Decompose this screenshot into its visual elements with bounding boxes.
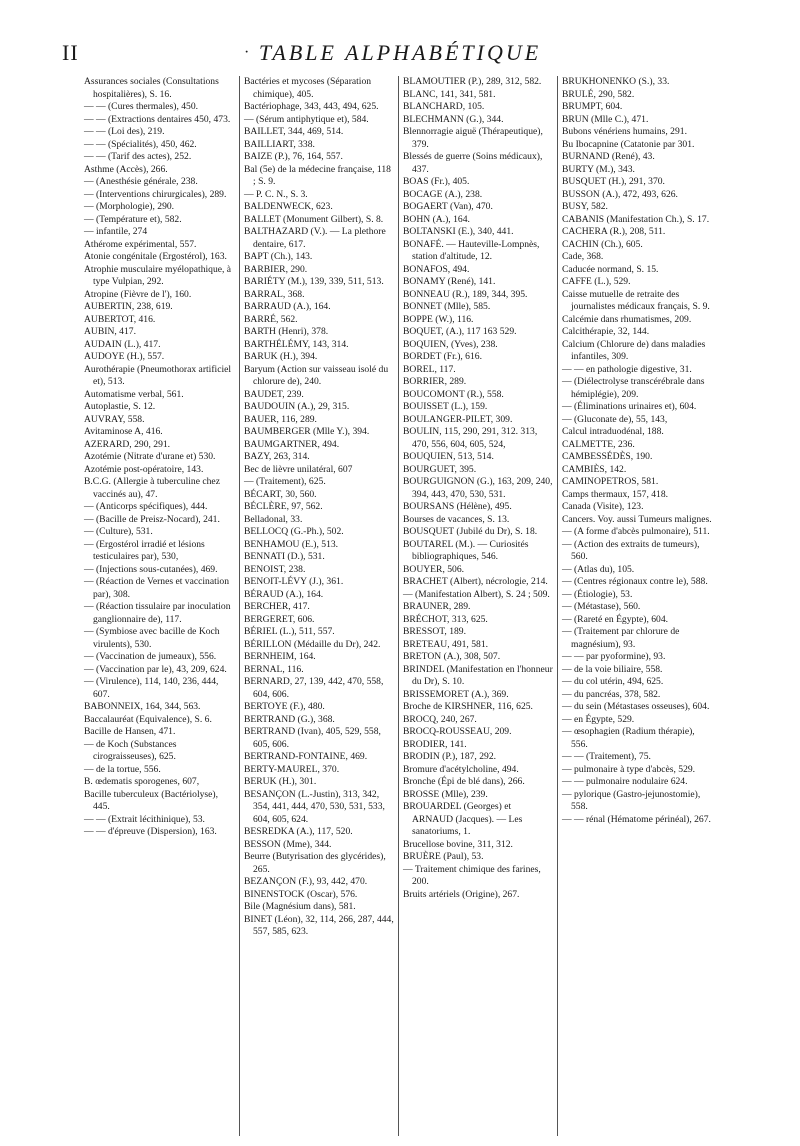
- index-entry: BENOIT-LÉVY (J.), 361.: [244, 576, 344, 587]
- index-entry: Aurothérapie (Pneumothorax artificiel et), 513.: [84, 363, 234, 387]
- index-entry: BLAMOUTIER (P.), 289, 312, 582.: [403, 76, 542, 87]
- index-entry: BÉRIEL (L.), 511, 557.: [244, 626, 335, 637]
- index-entry: BAILLIART, 338.: [244, 138, 315, 150]
- index-entry: BRISSEMORET (A.), 369.: [403, 688, 509, 700]
- index-entry: — (Action des extraits de tumeurs), 560.: [562, 538, 702, 562]
- page-title: TABLE ALPHABÉTIQUE: [258, 40, 542, 65]
- index-entry: — (Culture), 531.: [84, 526, 153, 537]
- index-entry: Bec de lièvre unilatéral, 607: [244, 463, 353, 475]
- index-entry: — — en pathologie digestive, 31.: [562, 363, 692, 375]
- index-entry: CACHERA (R.), 208, 511.: [562, 226, 666, 237]
- index-entry: — (A forme d'abcès pulmonaire), 511.: [562, 526, 710, 537]
- index-entry: — — (Traitement), 75.: [562, 751, 651, 762]
- index-entry: BONAMY (René), 141.: [403, 276, 496, 287]
- index-entry: BAUER, 116, 289.: [244, 413, 317, 425]
- index-entry: BRETEAU, 491, 581.: [403, 638, 489, 650]
- index-entry: BARTH (Henri), 378.: [244, 326, 329, 337]
- index-entry: BARIÉTY (M.), 139, 339, 511, 513.: [244, 276, 384, 287]
- index-entry: BOUQUIEN, 513, 514.: [403, 451, 494, 462]
- index-entry: BENHAMOU (E.), 513.: [244, 538, 339, 550]
- index-entry: BARUK (H.), 394.: [244, 351, 318, 362]
- index-entry: BUSSON (A.), 472, 493, 626.: [562, 188, 678, 200]
- index-entry: BURTY (M.), 343.: [562, 163, 635, 175]
- index-entry: BUSY, 582.: [562, 201, 608, 212]
- index-entry: BINENSTOCK (Oscar), 576.: [244, 888, 358, 900]
- index-entry: BOCAGE (A.), 238.: [403, 188, 483, 200]
- index-entry: BAZY, 263, 314.: [244, 451, 310, 462]
- index-entry: Assurances sociales (Consultations hospitalières), S. 16.: [84, 76, 222, 100]
- index-entry: Bourses de vacances, S. 13.: [403, 513, 510, 525]
- index-columns: [80, 76, 716, 1136]
- index-entry: Bal (5e) de la médecine française, 118 ; S. 9.: [244, 163, 394, 187]
- index-entry: — — (Tarif des actes), 252.: [84, 151, 192, 162]
- index-entry: BARTHÉLÉMY, 143, 314.: [244, 338, 349, 350]
- index-entry: AUBERTOT, 416.: [84, 313, 156, 325]
- index-entry: Bactéries et mycoses (Séparation chimique), 405.: [244, 76, 374, 100]
- index-entry: Caisse mutuelle de retraite des journalistes médicaux français, S. 9.: [562, 288, 710, 312]
- index-entry: BERCHER, 417.: [244, 601, 310, 612]
- index-entry: — — (Extractions dentaires 450, 473.: [84, 113, 231, 125]
- index-entry: — (Diélectrolyse transcérébrale dans hémiplégie), 209.: [562, 376, 707, 400]
- index-entry: Beurre (Butyrisation des glycérides), 265.: [244, 851, 389, 875]
- index-entry: AUDAIN (L.), 417.: [84, 338, 161, 350]
- index-entry: BOGAERT (Van), 470.: [403, 201, 493, 212]
- index-entry: BOUTAREL (M.). — Curiosités bibliographiques, 546.: [403, 538, 531, 562]
- index-entry: Broche de KIRSHNER, 116, 625.: [403, 701, 533, 712]
- index-entry: — (Anesthésie générale, 238.: [84, 176, 198, 187]
- index-entry: — (Traitement par chlorure de magnésium), 93.: [562, 626, 682, 650]
- index-entry: BOQUET, (A.), 117 163 529.: [403, 326, 517, 337]
- index-entry: BARRAL, 368.: [244, 288, 305, 300]
- index-entry: — — d'épreuve (Dispersion), 163.: [84, 826, 217, 837]
- index-entry: CACHIN (Ch.), 605.: [562, 238, 643, 250]
- index-entry: BERGERET, 606.: [244, 613, 315, 625]
- index-entry: Blennorragie aiguë (Thérapeutique), 379.: [403, 126, 546, 150]
- index-entry: BOURSANS (Hélène), 495.: [403, 501, 512, 512]
- index-entry: — Traitement chimique des farines, 200.: [403, 863, 544, 887]
- index-entry: BÉRAUD (A.), 164.: [244, 588, 324, 600]
- index-entry: — (Bacille de Preisz-Nocard), 241.: [84, 513, 220, 525]
- index-entry: BARBIER, 290.: [244, 263, 308, 275]
- index-entry: BRODIER, 141.: [403, 738, 467, 750]
- index-entry: BAUDET, 239.: [244, 388, 304, 400]
- index-entry: BOULANGER-PILET, 309.: [403, 413, 513, 425]
- index-entry: BOHN (A.), 164.: [403, 213, 470, 225]
- index-entry: BOULIN, 115, 290, 291, 312. 313, 470, 556, 604, 605, 524,: [403, 426, 540, 450]
- index-entry: BÉCLÈRE, 97, 562.: [244, 501, 323, 512]
- index-entry: Bromure d'acétylcholine, 494.: [403, 763, 519, 775]
- index-entry: — infantile, 274: [84, 226, 148, 237]
- index-entry: Bruits artériels (Origine), 267.: [403, 888, 520, 900]
- index-entry: — de la voie biliaire, 558.: [562, 663, 663, 675]
- index-entry: CAMBIÈS, 142.: [562, 463, 627, 475]
- index-entry: BAIZE (P.), 76, 164, 557.: [244, 151, 343, 162]
- index-entry: Atrophie musculaire myélopathique, à type Vulpian, 292.: [84, 263, 234, 287]
- index-entry: Blessés de guerre (Soins médicaux), 437.: [403, 151, 545, 175]
- index-entry: — du pancréas, 378, 582.: [562, 688, 661, 700]
- index-entry: BEZANÇON (F.), 93, 442, 470.: [244, 876, 368, 887]
- index-entry: BRUKHONENKO (S.), 33.: [562, 76, 670, 87]
- index-entry: BERTRAND (Ivan), 405, 529, 558, 605, 606.: [244, 726, 384, 750]
- index-entry: BRODIN (P.), 187, 292.: [403, 751, 497, 762]
- index-entry: BAILLET, 344, 469, 514.: [244, 126, 344, 137]
- index-entry: BESREDKA (A.), 117, 520.: [244, 826, 353, 837]
- index-entry: AUDOYE (H.), 557.: [84, 351, 165, 362]
- index-entry: AUBERTIN, 238, 619.: [84, 301, 173, 312]
- index-entry: BRÉCHOT, 313, 625.: [403, 613, 488, 625]
- index-entry: BRACHET (Albert), nécrologie, 214.: [403, 576, 548, 587]
- index-entry: — (Température et), 582.: [84, 213, 182, 225]
- index-entry: Autoplastie, S. 12.: [84, 401, 156, 412]
- index-entry: BOUCOMONT (R.), 558.: [403, 388, 504, 400]
- index-entry: Atonie congénitale (Ergostérol), 163.: [84, 251, 227, 262]
- index-entry: BLANC, 141, 341, 581.: [403, 88, 496, 100]
- index-entry: — — rénal (Hématome périnéal), 267.: [562, 813, 711, 825]
- index-entry: Cancers. Voy. aussi Tumeurs malignes.: [562, 513, 712, 525]
- index-entry: BORRIER, 289.: [403, 376, 467, 387]
- index-entry: BAPT (Ch.), 143.: [244, 251, 313, 262]
- index-entry: — pylorique (Gastro-jejunostomie), 558.: [562, 788, 703, 812]
- index-entry: BURNAND (René), 43.: [562, 151, 655, 162]
- index-entry: Bubons vénériens humains, 291.: [562, 126, 687, 137]
- index-entry: — (Virulence), 114, 140, 236, 444, 607.: [84, 676, 221, 700]
- index-entry: BONAFÉ. — Hauteville-Lompnès, station d'altitude, 12.: [403, 238, 542, 262]
- index-entry: BENOIST, 238.: [244, 563, 306, 575]
- index-entry: — (Vaccination de jumeaux), 556.: [84, 651, 217, 662]
- index-entry: BRESSOT, 189.: [403, 626, 466, 637]
- index-column-4: [557, 76, 716, 1136]
- index-entry: Belladonal, 33.: [244, 513, 303, 525]
- index-entry: — (Sérum antiphytique et), 584.: [244, 113, 369, 125]
- index-entry: — (Réaction tissulaire par inoculation ganglionnaire de), 117.: [84, 601, 233, 625]
- index-entry: BRUN (Mlle C.), 471.: [562, 113, 649, 125]
- index-entry: — (Injections sous-cutanées), 469.: [84, 563, 218, 575]
- index-entry: BOLTANSKI (E.), 340, 441.: [403, 226, 514, 237]
- index-entry: BERNARD, 27, 139, 442, 470, 558, 604, 606.: [244, 676, 386, 700]
- index-entry: — (Manifestation Albert), S. 24 ; 509.: [403, 588, 550, 600]
- index-entry: — œsophagien (Radium thérapie), 556.: [562, 726, 698, 750]
- index-entry: Avitaminose A, 416.: [84, 426, 163, 437]
- index-entry: Azotémie post-opératoire, 143.: [84, 463, 204, 475]
- index-entry: CABANIS (Manifestation Ch.), S. 17.: [562, 213, 710, 225]
- index-entry: — (Rareté en Égypte), 604.: [562, 613, 669, 625]
- index-entry: — (Centres régionaux contre le), 588.: [562, 576, 708, 587]
- index-entry: BARRAUD (A.), 164.: [244, 301, 331, 312]
- index-entry: — (Réaction de Vernes et vaccination par), 308.: [84, 576, 232, 600]
- page-title-dot: ·: [244, 44, 250, 61]
- index-entry: BABONNEIX, 164, 344, 563.: [84, 701, 201, 712]
- index-entry: BROUARDEL (Georges) et ARNAUD (Jacques). — Les sanatoriums, 1.: [403, 801, 525, 837]
- index-entry: Cade, 368.: [562, 251, 604, 262]
- index-entry: CALMETTE, 236.: [562, 438, 635, 450]
- index-entry: Bile (Magnésium dans), 581.: [244, 901, 356, 912]
- index-entry: — pulmonaire à type d'abcès, 529.: [562, 763, 696, 775]
- index-entry: BELLOCQ (G.-Ph.), 502.: [244, 526, 344, 537]
- index-entry: — (Anticorps spécifiques), 444.: [84, 501, 208, 512]
- index-entry: Bu Ibocapnine (Catatonie par 301.: [562, 138, 695, 150]
- index-column-2: [239, 76, 398, 1136]
- index-entry: Athérome expérimental, 557.: [84, 238, 197, 250]
- index-entry: BOUSQUET (Jubilé du Dr), S. 18.: [403, 526, 538, 537]
- index-entry: — — pulmonaire nodulaire 624.: [562, 776, 688, 787]
- index-entry: — (Étiologie), 53.: [562, 588, 633, 600]
- index-entry: — du col utérin, 494, 625.: [562, 676, 664, 687]
- index-entry: Bronche (Épi de blé dans), 266.: [403, 776, 525, 787]
- index-entry: — (Vaccination par le), 43, 209, 624.: [84, 663, 227, 675]
- index-entry: BESANÇON (L.-Justin), 313, 342, 354, 441, 444, 470, 530, 531, 533, 604, 605, 624.: [244, 788, 388, 825]
- index-entry: BINET (Léon), 32, 114, 266, 287, 444, 557, 585, 623.: [244, 913, 397, 937]
- index-entry: — (Interventions chirurgicales), 289.: [84, 188, 227, 200]
- index-entry: BONAFOS, 494.: [403, 263, 470, 275]
- index-entry: BENNATI (D.), 531.: [244, 551, 325, 562]
- index-entry: AZERARD, 290, 291.: [84, 438, 171, 450]
- index-entry: — (Ergostérol irradié et lésions testiculaires par), 530,: [84, 538, 208, 562]
- index-entry: Azotémie (Nitrate d'urane et) 530.: [84, 451, 216, 462]
- index-entry: — — (Cures thermales), 450.: [84, 101, 199, 112]
- index-entry: BLANCHARD, 105.: [403, 101, 485, 112]
- index-entry: — (Métastase), 560.: [562, 601, 641, 612]
- index-entry: BERTRAND (G.), 368.: [244, 713, 335, 725]
- index-entry: BRUÈRE (Paul), 53.: [403, 851, 484, 862]
- index-entry: Calcul intraduodénal, 188.: [562, 426, 664, 437]
- index-entry: BOUYER, 506.: [403, 563, 465, 575]
- index-entry: BONNET (Mlle), 585.: [403, 301, 491, 312]
- index-entry: BÉCART, 30, 560.: [244, 488, 317, 500]
- index-entry: BÉRILLON (Médaille du Dr), 242.: [244, 638, 381, 650]
- index-entry: BOURGUIGNON (G.), 163, 209, 240, 394, 443, 470, 530, 531.: [403, 476, 555, 500]
- index-entry: — — (Extrait lécithinique), 53.: [84, 813, 205, 825]
- index-entry: BAUMBERGER (Mlle Y.), 394.: [244, 426, 370, 437]
- index-entry: CAMBESSÉDÈS, 190.: [562, 451, 653, 462]
- index-column-1: [80, 76, 239, 1136]
- index-entry: Canada (Visite), 123.: [562, 501, 644, 512]
- index-entry: Calcémie dans rhumatismes, 209.: [562, 313, 692, 325]
- index-entry: BOPPE (W.), 116.: [403, 313, 474, 325]
- index-entry: BESSON (Mme), 344.: [244, 838, 332, 850]
- index-entry: BRULÉ, 290, 582.: [562, 88, 635, 100]
- index-entry: BERUK (H.), 301.: [244, 776, 317, 787]
- index-entry: BLECHMANN (G.), 344.: [403, 113, 504, 125]
- index-entry: BORDET (Fr.), 616.: [403, 351, 482, 362]
- index-entry: BERNHEIM, 164.: [244, 651, 316, 662]
- index-entry: BERTY-MAUREL, 370.: [244, 763, 340, 775]
- index-entry: Baryum (Action sur vaisseau isolé du chlorure de), 240.: [244, 363, 391, 387]
- index-entry: — de la tortue, 556.: [84, 763, 161, 775]
- index-entry: BRUMPT, 604.: [562, 101, 623, 112]
- index-entry: B.C.G. (Allergie à tuberculine chez vaccinés au), 47.: [84, 476, 223, 500]
- index-entry: — (Éliminations urinaires et), 604.: [562, 401, 697, 412]
- index-entry: — en Égypte, 529.: [562, 713, 635, 725]
- index-entry: BOAS (Fr.), 405.: [403, 176, 470, 187]
- index-entry: Caducée normand, S. 15.: [562, 263, 659, 275]
- index-entry: BRETON (A.), 308, 507.: [403, 651, 501, 662]
- index-entry: Camps thermaux, 157, 418.: [562, 488, 669, 500]
- index-entry: BOQUIEN, (Yves), 238.: [403, 338, 498, 350]
- index-entry: BARRÉ, 562.: [244, 313, 298, 325]
- index-entry: AUVRAY, 558.: [84, 413, 145, 425]
- index-entry: Automatisme verbal, 561.: [84, 388, 184, 400]
- index-entry: — du sein (Métastases osseuses), 604.: [562, 701, 710, 712]
- index-entry: Calcium (Chlorure de) dans maladies infantiles, 309.: [562, 338, 708, 362]
- index-entry: BERNAL, 116.: [244, 663, 304, 675]
- index-entry: Bactériophage, 343, 443, 494, 625.: [244, 101, 379, 112]
- index-entry: BROCQ, 240, 267.: [403, 713, 477, 725]
- index-entry: — — par pyoformine), 93.: [562, 651, 666, 662]
- index-entry: CAMINOPETROS, 581.: [562, 476, 659, 487]
- index-entry: BAUMGARTNER, 494.: [244, 438, 340, 450]
- index-entry: BALDENWECK, 623.: [244, 201, 333, 212]
- index-entry: — (Symbiose avec bacille de Koch virulents), 530.: [84, 626, 223, 650]
- index-entry: BALLET (Monument Gilbert), S. 8.: [244, 213, 384, 225]
- index-entry: CAFFE (L.), 529.: [562, 276, 631, 287]
- index-entry: Brucellose bovine, 311, 312.: [403, 838, 513, 850]
- index-entry: — de Koch (Substances cirograisseuses), 625.: [84, 738, 179, 762]
- index-entry: BERTRAND-FONTAINE, 469.: [244, 751, 368, 762]
- index-entry: BRAUNER, 289.: [403, 601, 471, 612]
- index-entry: Bacille tuberculeux (Bactériolyse), 445.: [84, 788, 221, 812]
- index-entry: — (Gluconate de), 55, 143,: [562, 413, 668, 425]
- index-column-3: [398, 76, 557, 1136]
- index-entry: — (Morphologie), 290.: [84, 201, 175, 212]
- index-entry: Baccalauréat (Equivalence), S. 6.: [84, 713, 212, 725]
- index-entry: BAUDOUIN (A.), 29, 315.: [244, 401, 350, 412]
- index-entry: BALTHAZARD (V.). — La plethore dentaire, 617.: [244, 226, 389, 250]
- index-entry: B. œdematis sporogenes, 607,: [84, 776, 200, 787]
- index-entry: — P. C. N., S. 3.: [244, 188, 308, 200]
- index-entry: BERTOYE (F.), 480.: [244, 701, 325, 712]
- index-entry: BOUISSET (L.), 159.: [403, 401, 488, 412]
- index-entry: Asthme (Accès), 266.: [84, 163, 168, 175]
- index-entry: BOURGUET, 395.: [403, 463, 477, 475]
- index-entry: — — (Loi des), 219.: [84, 126, 165, 137]
- index-entry: AUBIN, 417.: [84, 326, 136, 337]
- index-entry: — (Atlas du), 105.: [562, 563, 635, 575]
- index-entry: BONNEAU (R.), 189, 344, 395.: [403, 288, 528, 300]
- index-entry: BRINDEL (Manifestation en l'honneur du Dr), S. 10.: [403, 663, 556, 687]
- index-entry: — — (Spécialités), 450, 462.: [84, 138, 197, 150]
- index-entry: Bacille de Hansen, 471.: [84, 726, 176, 737]
- index-entry: BOREL, 117.: [403, 363, 456, 375]
- index-entry: BROSSE (Mlle), 239.: [403, 788, 488, 800]
- index-entry: Atropine (Fièvre de l'), 160.: [84, 288, 192, 300]
- index-entry: BUSQUET (H.), 291, 370.: [562, 176, 665, 187]
- index-entry: — (Traitement), 625.: [244, 476, 326, 487]
- index-entry: Calcithérapie, 32, 144.: [562, 326, 650, 337]
- index-entry: BROCQ-ROUSSEAU, 209.: [403, 726, 512, 737]
- page-number: II: [62, 40, 79, 65]
